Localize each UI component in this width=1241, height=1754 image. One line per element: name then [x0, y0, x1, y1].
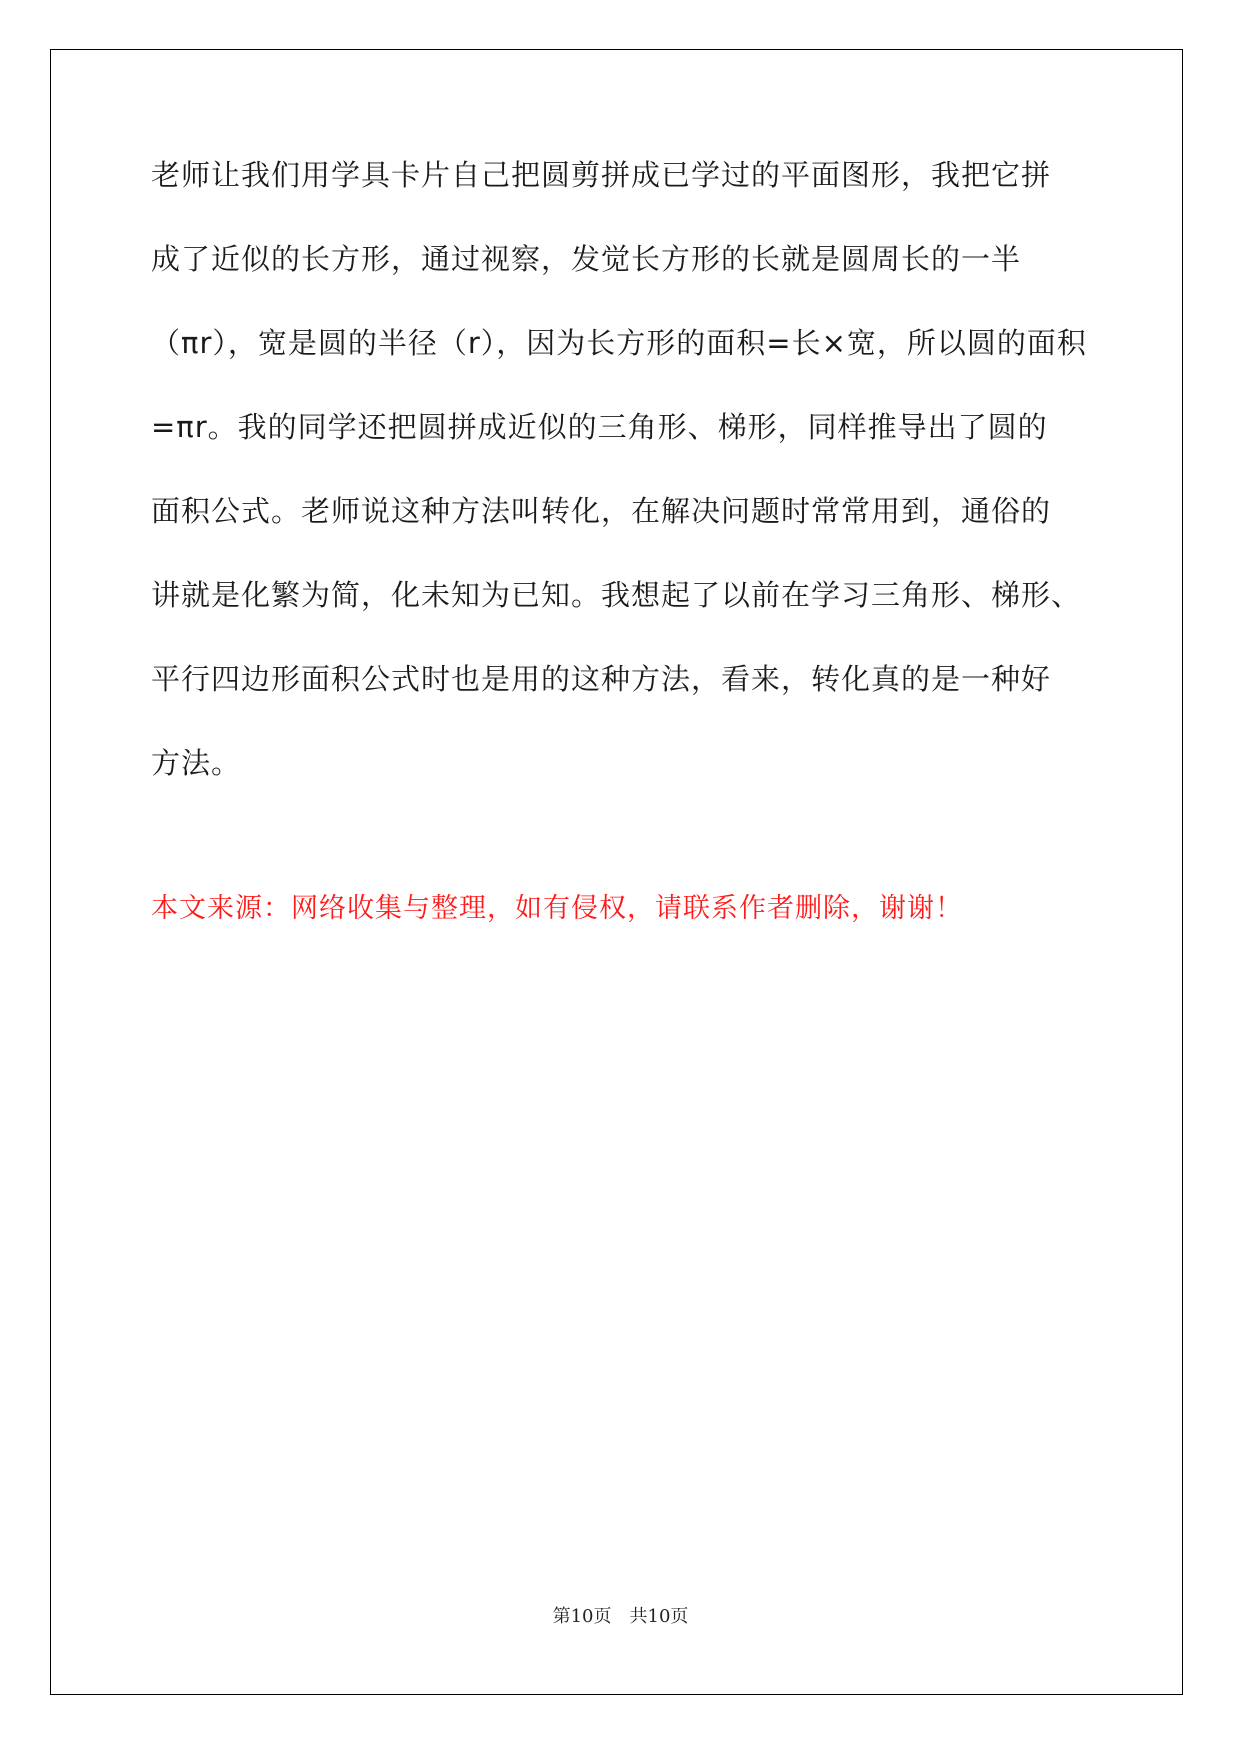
body-line: 成了近似的长方形，通过视察，发觉长方形的长就是圆周长的一半 [151, 242, 1022, 276]
body-line: 老师让我们用学具卡片自己把圆剪拼成已学过的平面图形，我把它拼 [151, 158, 1052, 192]
body-line: 面积公式。老师说这种方法叫转化，在解决问题时常常用到，通俗的 [151, 494, 1052, 528]
body-line: =πr。我的同学还把圆拼成近似的三角形、梯形，同样推导出了圆的 [151, 410, 1048, 444]
page-number-total: 共10页 [629, 1606, 689, 1627]
body-line: 方法。 [151, 746, 242, 780]
source-notice: 本文来源：网络收集与整理，如有侵权，请联系作者删除，谢谢！ [151, 893, 963, 924]
body-line: 平行四边形面积公式时也是用的这种方法，看来，转化真的是一种好 [151, 662, 1052, 696]
body-line: （πr），宽是圆的半径（r），因为长方形的面积=长×宽，所以圆的面积 [151, 326, 1087, 360]
page-footer [0, 1606, 1241, 1628]
body-text [151, 160, 1091, 832]
page-number-current: 第10页 [552, 1606, 612, 1627]
body-line: 讲就是化繁为简，化未知为已知。我想起了以前在学习三角形、梯形、 [151, 578, 1082, 612]
